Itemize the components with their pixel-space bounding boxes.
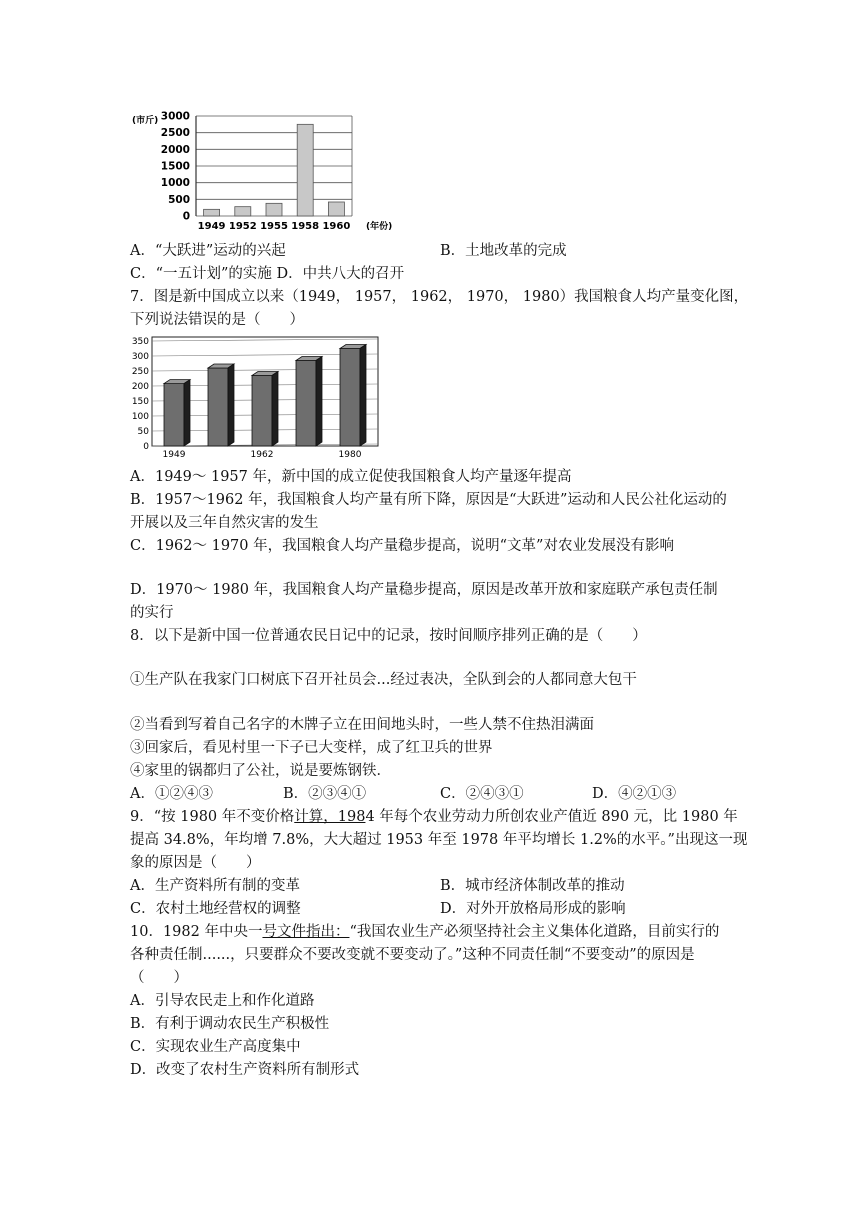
chart2-gridline — [152, 339, 378, 341]
q8-option-a: A．①②④③ — [130, 786, 213, 802]
q6-option-a: A．“大跃进”运动的兴起 — [130, 243, 286, 259]
chart1-y-tick-label: 2000 — [160, 143, 190, 156]
q8-item-4: ④家里的锅都归了公社，说是要炼钢铁． — [130, 763, 391, 779]
chart1-y-tick-label: 500 — [168, 193, 190, 206]
chart1-bar-1960 — [328, 202, 344, 216]
q8-item-1: ①生产队在我家门口树底下召开社员会...经过表决，全队到会的人都同意大包干 — [130, 672, 637, 688]
chart2-y-tick-label: 350 — [131, 337, 149, 347]
chart1-y-tick-label: 2500 — [160, 127, 190, 140]
grain-output-bar-chart-1 — [128, 108, 408, 236]
chart1-x-tick-label: 1958 — [291, 221, 320, 232]
chart1-x-axis-label: (年份) — [366, 222, 393, 232]
q6-option-c-d: C．“一五计划”的实施 D．中共八大的召开 — [130, 266, 405, 282]
q7-option-c: C．1962～ 1970 年，我国粮食人均产量稳步提高，说明“文革”对农业发展没有影响 — [130, 538, 674, 554]
q9-option-a: A．生产资料所有制的变革 — [130, 878, 300, 894]
q7-option-b-line-2: 开展以及三年自然灾害的发生 — [130, 515, 319, 531]
chart2-y-tick-label: 300 — [131, 352, 149, 362]
chart2-y-tick-label: 250 — [131, 367, 149, 377]
chart1-bar-1952 — [235, 207, 251, 216]
q10-stem-1-post: “我国农业生产必须坚持社会主义集体化道路，目前实行的 — [349, 924, 720, 940]
grain-per-capita-bar-chart-2 — [128, 336, 380, 460]
chart1-y-tick-label: 0 — [182, 210, 190, 223]
q8-option-b: B．②③④① — [283, 786, 367, 802]
chart2-y-tick-label: 50 — [137, 427, 149, 437]
chart1-y-axis-label: (市斤) — [132, 116, 159, 126]
chart1-y-tick-label: 1500 — [160, 160, 190, 173]
chart1-x-tick-label: 1952 — [228, 221, 257, 232]
q9-option-c: C．农村土地经营权的调整 — [130, 901, 301, 917]
q9-stem-line-3: 象的原因是（ ） — [130, 855, 261, 871]
chart1-bar-1955 — [266, 203, 282, 216]
chart1-bar-1958 — [297, 124, 313, 216]
q9-option-d: D．对外开放格局形成的影响 — [440, 901, 626, 917]
q10-stem-line-3: （ ） — [130, 970, 188, 986]
q6-option-b: B．土地改革的完成 — [440, 243, 567, 259]
q8-item-2: ②当看到写着自己名字的木牌子立在田间地头时，一些人禁不住热泪满面 — [130, 717, 594, 733]
chart2-y-tick-label: 0 — [143, 442, 149, 452]
chart2-x-tick-label: 1949 — [162, 450, 186, 460]
q10-option-d: D．改变了农村生产资料所有制形式 — [130, 1062, 360, 1078]
q10-stem-1-underlined: 号文件指出： — [262, 924, 350, 940]
q10-option-c: C．实现农业生产高度集中 — [130, 1039, 301, 1055]
q10-stem-line-1 — [130, 922, 719, 942]
q7-option-d-line-2: 的实行 — [130, 605, 174, 621]
chart1-bar-1949 — [204, 209, 220, 216]
chart2-bar-1970 — [296, 357, 322, 447]
chart2-bar-1957 — [208, 364, 234, 446]
q10-stem-line-2: 各种责任制......，只要群众不要改变就不要变动了。”这种不同责任制“不要变动”的原因是 — [130, 947, 695, 963]
q10-stem-1-pre: 10．1982 年中央一 — [130, 924, 263, 940]
q7-stem-line-1: 7．图是新中国成立以来（1949， 1957， 1962， 1970， 1980）我国粮食人均产量变化图， — [130, 289, 749, 305]
chart1-x-tick-label: 1960 — [322, 221, 351, 232]
chart2-bar-1949 — [164, 380, 190, 446]
chart1-y-tick-label: 1000 — [160, 177, 190, 190]
q8-option-d: D．④②①③ — [592, 786, 677, 802]
chart2-x-tick-label: 1962 — [250, 450, 274, 460]
chart1-x-tick-label: 1955 — [260, 221, 288, 232]
q10-option-b: B．有利于调动农民生产积极性 — [130, 1016, 330, 1032]
chart2-bar-1980 — [340, 345, 366, 447]
chart2-y-tick-label: 100 — [131, 412, 149, 422]
q8-item-3: ③回家后，看见村里一下子已大变样，成了红卫兵的世界 — [130, 740, 493, 756]
chart2-x-tick-label: 1980 — [338, 450, 362, 460]
q8-stem: 8．以下是新中国一位普通农民日记中的记录，按时间顺序排列正确的是（ ） — [130, 628, 647, 644]
q7-option-d-line-1: D．1970～ 1980 年，我国粮食人均产量稳步提高，原因是改革开放和家庭联产承包责任制 — [130, 582, 718, 598]
q7-stem-line-2: 下列说法错误的是（ ） — [130, 312, 304, 328]
q9-stem-1-pre: 9．“按 1980 年不变价格 — [130, 809, 295, 825]
q9-stem-1-underlined: 计算，198 — [294, 809, 366, 825]
chart2-bar-1962 — [252, 372, 278, 447]
q8-option-c: C．②④③① — [440, 786, 524, 802]
q9-option-b: B．城市经济体制改革的推动 — [440, 878, 625, 894]
q7-option-a: A．1949～ 1957 年，新中国的成立促使我国粮食人均产量逐年提高 — [130, 469, 572, 485]
q7-option-b-line-1: B．1957～1962 年，我国粮食人均产量有所下降，原因是“大跃进”运动和人民公社化运动的 — [130, 492, 727, 508]
q9-stem-1-post: 4 年每个农业劳动力所创农业产值近 890 元，比 1980 年 — [365, 809, 738, 825]
q9-stem-line-1 — [130, 807, 738, 827]
chart1-x-tick-label: 1949 — [197, 221, 226, 232]
q9-stem-line-2: 提高 34.8%，年均增 7.8%，大大超过 1953 年至 1978 年平均增长 1.2%的水平。”出现这一现 — [130, 832, 748, 848]
chart2-y-tick-label: 150 — [131, 397, 149, 407]
chart2-y-tick-label: 200 — [131, 382, 149, 392]
chart1-y-tick-label: 3000 — [160, 110, 190, 123]
q10-option-a: A．引导农民走上和作化道路 — [130, 993, 315, 1009]
